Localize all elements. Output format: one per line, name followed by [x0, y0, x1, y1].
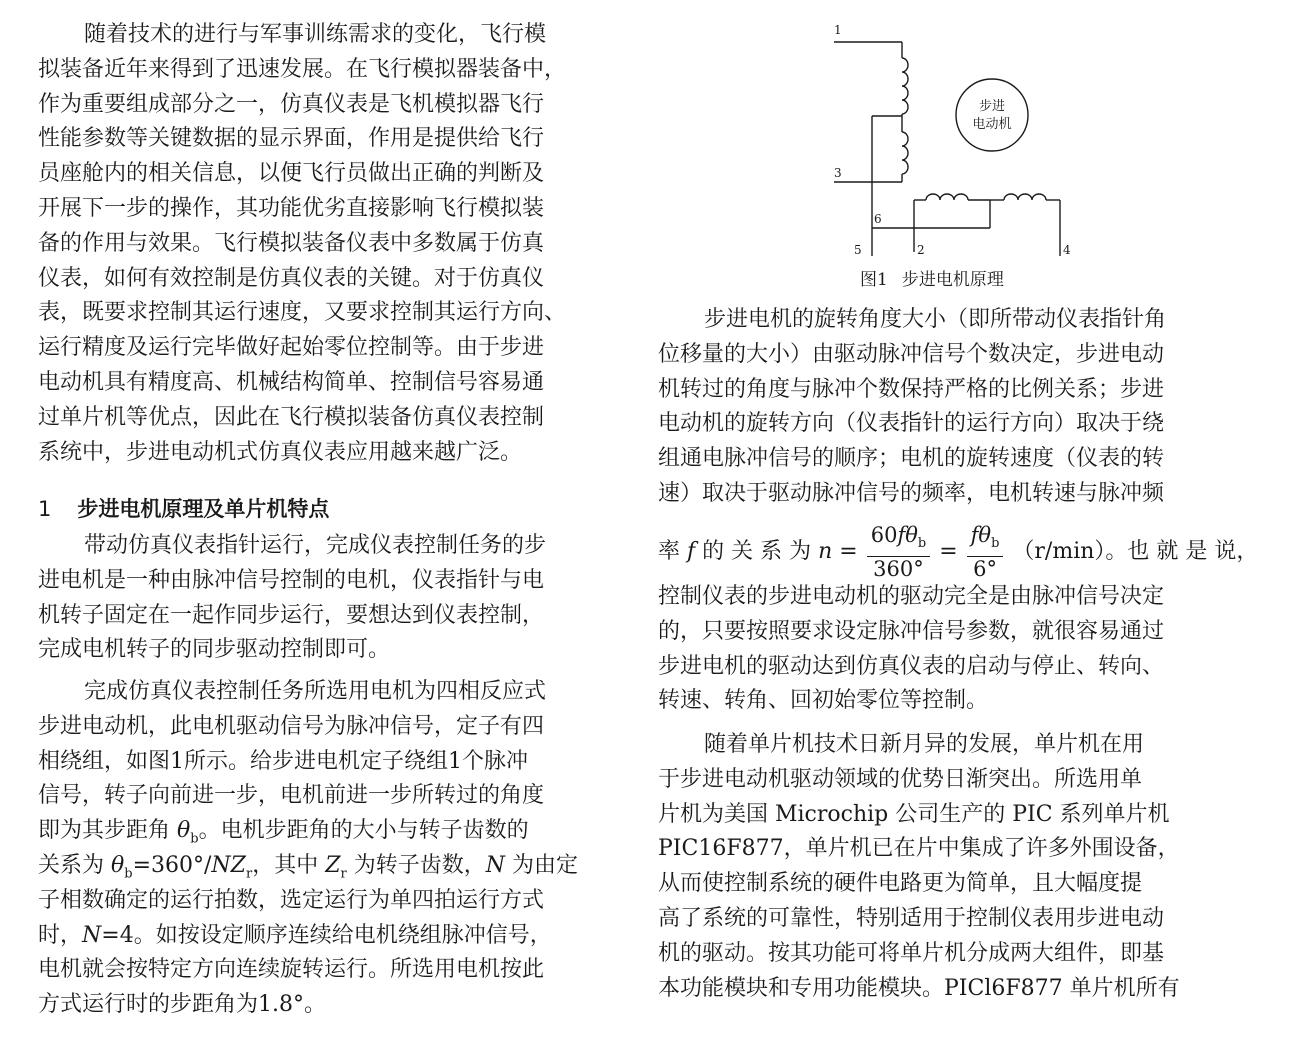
- motor-circle: [956, 79, 1028, 151]
- figure-title: 步进电机原理: [901, 270, 1004, 290]
- fraction: [967, 523, 1004, 581]
- figure-caption: [860, 268, 1060, 292]
- text-line: 进电机是一种由脉冲信号控制的电机，仪表指针与电: [38, 567, 545, 593]
- stepper-motor-diagram: [820, 20, 1080, 295]
- terminal-label: 1: [834, 23, 842, 37]
- text-segment: （r/min）。也 就 是 说，: [1005, 539, 1259, 564]
- text-line: 方式运行时的步距角为1.8°。: [38, 992, 326, 1018]
- symbol-n: n: [818, 539, 833, 564]
- text-line: 高了系统的可靠性，特别适用于控制仪表用步进电动: [658, 906, 1165, 931]
- text-line: 步进电机的旋转角度大小（即所带动仪表指针角: [704, 307, 1167, 332]
- text-line: 电动机的旋转方向（仪表指针的运行方向）取决于绕: [658, 411, 1165, 437]
- text-line: 相绕组，如图1所示。给步进电机定子绕组1个脉冲: [38, 748, 528, 774]
- text-line: 仪表，如何有效控制是仿真仪表的关键。对于仿真仪: [38, 265, 545, 291]
- text-line: 转速、转角、回初始零位等控制。: [658, 688, 989, 714]
- text-line: 作为重要组成部分之一，仿真仪表是飞机模拟器飞行: [38, 91, 545, 117]
- fraction-numerator: [867, 523, 931, 557]
- coil-winding: [902, 58, 908, 114]
- symbol-f: f: [897, 522, 906, 547]
- symbol-f: f: [687, 539, 696, 564]
- text-line: 本功能模块和专用功能模块。PICl6F877 单片机所有: [658, 975, 1180, 1001]
- terminal-label: 5: [854, 243, 862, 257]
- text-line: 完成电机转子的同步驱动控制即可。: [38, 637, 391, 663]
- text-line: 开展下一步的操作，其功能优劣直接影响飞行模拟装: [38, 196, 545, 221]
- text-segment: =: [832, 539, 865, 564]
- coil-winding: [902, 132, 908, 174]
- text-line: [38, 849, 626, 884]
- text-line: 步进电机的驱动达到仿真仪表的启动与停止、转向、: [658, 653, 1165, 679]
- terminal-label: 3: [834, 166, 842, 180]
- figure-label: 图1: [860, 270, 888, 290]
- text-segment: 即为其步距角: [38, 818, 177, 844]
- fraction-numerator: [967, 523, 1004, 557]
- diagram-svg: [820, 20, 1080, 270]
- text-line: 于步进电动机驱动领域的优势日渐突出。所选用单: [658, 766, 1143, 792]
- text-line: 系统中，步进电动机式仿真仪表应用越来越广泛。: [38, 439, 523, 465]
- text-segment: 关系为: [38, 853, 111, 878]
- text-segment: 的 关 系 为: [695, 539, 819, 564]
- text-line: 电动机具有精度高、机械结构简单、控制信号容易通: [38, 370, 545, 395]
- symbol-N: N: [485, 853, 505, 878]
- text-segment: =4。如按设定顺序连续给电机绕组脉冲信号，: [101, 922, 552, 948]
- text-line: 随着单片机技术日新月异的发展，单片机在用: [704, 732, 1145, 757]
- text-segment: 率: [658, 539, 687, 564]
- text-line: 带动仿真仪表指针运行，完成仪表控制任务的步: [84, 533, 547, 558]
- terminal-label: 2: [917, 243, 925, 257]
- text-line: 备的作用与效果。飞行模拟装备仪表中多数属于仿真: [38, 230, 545, 256]
- terminal-label: 6: [874, 212, 882, 226]
- text-line: 机的驱动。按其功能可将单片机分成两大组件，即基: [658, 940, 1165, 966]
- subscript: b: [190, 831, 199, 847]
- motor-label: 电动机: [972, 117, 1012, 132]
- text-line: 从而使控制系统的硬件电路更为简单，且大幅度提: [658, 871, 1143, 897]
- symbol-theta: θ: [177, 818, 191, 844]
- text-line: 的，只要按照要求设定脉冲信号参数，就很容易通过: [658, 618, 1165, 644]
- text-line: 电机就会按特定方向连续旋转运行。所选用电机按此: [38, 957, 545, 983]
- subscript: b: [991, 536, 1000, 552]
- text-line: 步进电动机，此电机驱动信号为脉冲信号，定子有四: [38, 713, 545, 739]
- text-segment: 60: [870, 522, 898, 547]
- text-line: 完成仿真仪表控制任务所选用电机为四相反应式: [84, 679, 547, 704]
- text-line: 过单片机等优点，因此在飞行模拟装备仿真仪表控制: [38, 404, 545, 430]
- text-segment: 时，: [38, 922, 83, 948]
- text-line: PIC16F877，单片机已在片中集成了许多外围设备，: [658, 836, 1180, 862]
- text-line: 信号，转子向前进一步，电机前进一步所转过的角度: [38, 783, 545, 809]
- text-segment: 为由定: [504, 853, 578, 878]
- text-line: [38, 814, 626, 849]
- text-line: 表，既要求控制其运行速度，又要求控制其运行方向、: [38, 300, 567, 326]
- subscript: r: [340, 866, 347, 882]
- symbol-NZ: NZ: [211, 853, 246, 878]
- text-segment: ，其中: [252, 853, 326, 878]
- text-segment: =360°/: [132, 853, 212, 878]
- symbol-f: f: [970, 522, 979, 547]
- symbol-theta: θ: [978, 522, 992, 547]
- text-segment: 为转子齿数，: [346, 853, 486, 878]
- text-line: 随着技术的进行与军事训练需求的变化，飞行模: [84, 22, 547, 47]
- text-line: 员座舱内的相关信息，以便飞行员做出正确的判断及: [38, 161, 545, 187]
- coil-winding: [1004, 194, 1046, 200]
- fraction-denominator: 6°: [973, 557, 997, 582]
- fraction: [867, 523, 931, 581]
- fraction-denominator: 360°: [873, 557, 924, 582]
- text-line: [38, 919, 626, 954]
- symbol-N: N: [82, 922, 102, 948]
- section-title: 步进电机原理及单片机特点: [77, 497, 330, 521]
- text-line: 性能参数等关键数据的显示界面，作用是提供给飞行: [38, 126, 545, 152]
- symbol-theta: θ: [111, 853, 125, 878]
- text-segment: 。电机步距角的大小与转子齿数的: [198, 818, 529, 844]
- subscript: r: [245, 866, 253, 882]
- symbol-Z: Z: [325, 853, 341, 878]
- text-line: 机转子固定在一起作同步运行，要想达到仪表控制，: [38, 602, 545, 628]
- text-line: 子相数确定的运行拍数，选定运行为单四拍运行方式: [38, 887, 545, 913]
- text-line: 位移量的大小）由驱动脉冲信号个数决定，步进电动: [658, 341, 1165, 367]
- motor-label: 步进: [978, 99, 1006, 114]
- symbol-theta: θ: [905, 522, 918, 547]
- subscript: b: [917, 536, 927, 552]
- text-line: 速）取决于驱动脉冲信号的频率，电机转速与脉冲频: [658, 481, 1165, 506]
- section-heading: [38, 492, 626, 527]
- text-segment: =: [932, 539, 965, 564]
- text-line: 拟装备近年来得到了迅速发展。在飞行模拟器装备中，: [38, 56, 567, 82]
- text-line: 组通电脉冲信号的顺序；电机的旋转速度（仪表的转: [658, 446, 1165, 472]
- text-line: 机转过的角度与脉冲个数保持严格的比例关系；步进: [658, 376, 1165, 402]
- text-line: 片机为美国 Microchip 公司生产的 PIC 系列单片机: [658, 801, 1170, 827]
- section-number: 1: [38, 497, 52, 521]
- terminal-label: 4: [1063, 243, 1071, 257]
- text-line: 运行精度及运行完毕做好起始零位控制等。由于步进: [38, 335, 545, 361]
- coil-winding: [926, 194, 968, 200]
- text-line: 控制仪表的步进电动机的驱动完全是由脉冲信号决定: [658, 584, 1165, 609]
- subscript: b: [124, 866, 133, 882]
